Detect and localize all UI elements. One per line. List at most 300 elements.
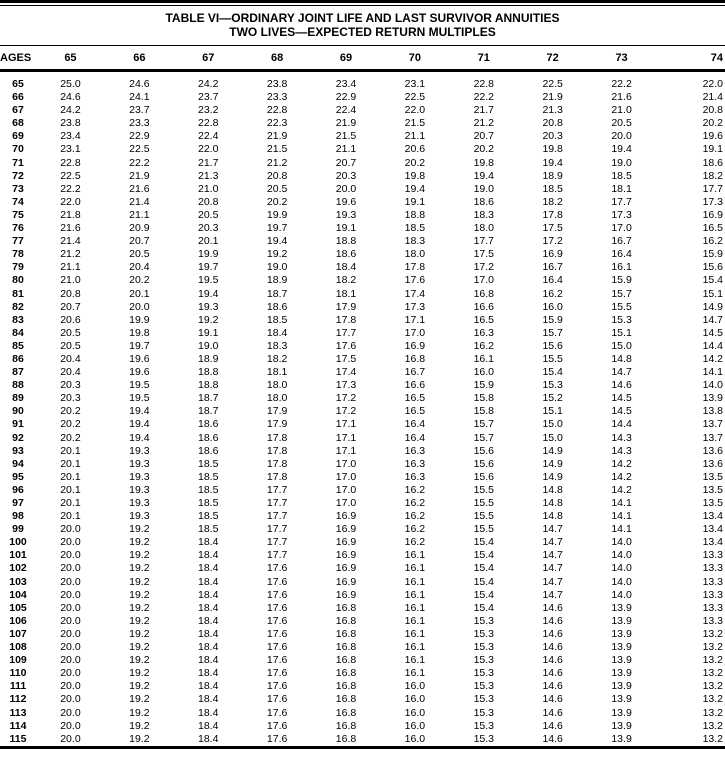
multiple-cell: 17.7 [702,182,723,195]
multiple-cell: 16.7 [542,261,563,274]
multiple-cell: 17.7 [266,523,288,536]
multiple-cell: 18.4 [198,719,219,732]
row-age-label: 111 [9,680,27,693]
multiple-cell: 17.9 [266,418,288,431]
row-age-label: 74 [12,195,24,208]
multiple-cell: 13.2 [702,667,723,680]
row-age-label: 92 [12,431,24,444]
table-row-age-91 [0,418,725,431]
multiple-cell: 18.2 [542,195,563,208]
multiple-cell: 20.2 [473,143,494,156]
multiple-cell: 15.4 [473,549,494,562]
multiple-cell: 17.6 [266,575,288,588]
ages-corner-header: AGES [0,51,32,64]
multiple-cell: 13.9 [611,706,632,719]
multiple-cell: 20.1 [60,497,81,509]
multiple-cell: 14.0 [611,536,632,549]
multiple-cell: 19.4 [198,287,219,300]
multiple-cell: 13.2 [702,706,723,719]
multiple-cell: 18.9 [542,169,563,182]
multiple-cell: 20.4 [129,261,150,274]
multiple-cell: 23.8 [60,117,81,130]
multiple-cell: 21.9 [335,117,357,130]
multiple-cell: 16.9 [335,588,357,601]
row-age-label: 94 [12,457,24,470]
table-row-age-77 [0,235,725,248]
multiple-cell: 18.5 [198,470,219,483]
multiple-cell: 14.6 [542,601,563,614]
multiple-cell: 21.1 [404,130,426,143]
row-age-label: 85 [12,339,24,352]
multiple-cell: 19.4 [611,143,632,156]
multiple-cell: 19.8 [473,156,494,169]
multiple-cell: 16.9 [335,536,357,549]
multiple-cell: 15.3 [473,732,494,745]
multiple-cell: 17.3 [335,379,357,392]
multiple-cell: 16.2 [404,483,426,496]
multiple-cell: 15.4 [473,575,494,588]
multiple-cell: 13.9 [611,614,632,627]
multiple-cell: 20.0 [60,641,81,654]
row-age-label: 98 [12,510,24,523]
table-title-line1: TABLE VI—ORDINARY JOINT LIFE AND LAST SURVIVOR ANNUITIES [165,11,560,25]
multiple-cell: 19.4 [129,405,150,418]
multiple-cell: 20.0 [129,300,150,313]
table-row-age-89 [0,392,725,405]
multiple-cell: 19.2 [129,588,150,601]
row-age-label: 96 [12,483,24,496]
table-title-line2: TWO LIVES—EXPECTED RETURN MULTIPLES [229,25,496,39]
multiple-cell: 16.3 [404,444,426,457]
multiple-cell: 20.7 [60,300,81,313]
multiple-cell: 16.2 [542,287,563,300]
multiple-cell: 14.7 [611,366,632,379]
multiple-cell: 16.9 [335,523,357,536]
multiple-cell: 22.0 [60,195,81,208]
row-age-label: 68 [12,117,24,130]
multiple-cell: 15.1 [702,287,723,300]
table-row-age-106 [0,615,725,628]
multiple-cell: 15.4 [473,536,494,549]
table-row-age-84 [0,327,725,340]
table-row-age-107 [0,628,725,641]
multiple-cell: 15.5 [611,300,632,313]
multiple-cell: 18.5 [542,182,563,195]
multiple-cell: 23.1 [60,143,81,156]
multiple-cell: 19.4 [129,431,150,444]
multiple-cell: 19.2 [129,693,150,706]
multiple-cell: 20.0 [611,130,632,143]
multiple-cell: 17.6 [266,614,288,627]
multiple-cell: 20.4 [60,366,81,379]
multiple-cell: 19.3 [129,444,150,457]
multiple-cell: 18.0 [473,222,494,235]
multiple-cell: 19.0 [473,182,494,195]
multiple-cell: 22.2 [60,182,81,195]
multiple-cell: 20.2 [60,418,81,431]
multiple-cell: 16.1 [404,667,426,680]
multiple-cell: 17.6 [266,706,288,719]
multiple-cell: 17.7 [266,483,288,496]
multiple-cell: 20.0 [335,182,357,195]
multiple-cell: 13.2 [702,693,723,706]
multiple-cell: 18.3 [404,235,426,248]
multiple-cell: 20.2 [129,274,150,287]
table-row-age-67 [0,104,725,117]
row-age-label: 106 [9,614,27,627]
multiple-cell: 20.6 [404,143,426,156]
multiple-cell: 20.1 [60,483,81,496]
multiple-cell: 17.7 [266,536,288,549]
row-age-label: 109 [9,654,27,667]
top-rule-thick [0,0,725,3]
column-header-age-68: 68 [270,51,284,64]
multiple-cell: 17.0 [335,483,357,496]
multiple-cell: 14.1 [702,366,723,379]
multiple-cell: 14.6 [542,627,563,640]
multiple-cell: 15.3 [473,719,494,732]
multiple-cell: 19.5 [129,392,150,405]
table-row-age-66 [0,91,725,104]
multiple-cell: 14.6 [542,614,563,627]
multiple-cell: 17.8 [266,470,288,483]
multiple-cell: 18.5 [198,523,219,536]
multiple-cell: 15.4 [542,366,563,379]
table-row-age-68 [0,117,725,130]
multiple-cell: 16.0 [542,300,563,313]
row-age-label: 80 [12,274,24,287]
multiple-cell: 15.6 [702,261,723,274]
multiple-cell: 13.7 [702,431,723,444]
multiple-cell: 20.1 [60,510,81,523]
multiple-cell: 24.2 [60,104,81,117]
multiple-cell: 16.7 [404,366,426,379]
multiple-cell: 19.9 [266,208,288,221]
multiple-cell: 20.1 [60,470,81,483]
multiple-cell: 13.9 [611,641,632,654]
multiple-cell: 15.3 [473,641,494,654]
multiple-cell: 17.5 [473,248,494,261]
multiple-cell: 18.0 [266,392,288,405]
multiple-cell: 25.0 [60,78,81,90]
multiple-cell: 15.9 [611,274,632,287]
multiple-cell: 17.8 [335,313,357,326]
multiple-cell: 19.4 [404,182,426,195]
multiple-cell: 17.1 [335,444,357,457]
multiple-cell: 16.1 [611,261,632,274]
multiple-cell: 16.9 [335,575,357,588]
multiple-cell: 16.3 [404,470,426,483]
multiple-cell: 19.2 [129,641,150,654]
table-row-age-90 [0,405,725,418]
multiple-cell: 17.1 [335,431,357,444]
multiple-cell: 19.5 [129,379,150,392]
header-row [0,46,725,71]
multiple-cell: 19.4 [542,156,563,169]
multiple-cell: 20.0 [60,706,81,719]
multiple-cell: 15.3 [473,693,494,706]
row-age-label: 73 [12,182,24,195]
multiple-cell: 16.2 [404,497,426,509]
multiple-cell: 18.4 [198,614,219,627]
multiple-cell: 19.4 [473,169,494,182]
multiple-cell: 15.3 [473,614,494,627]
multiple-cell: 17.8 [266,457,288,470]
multiple-cell: 18.6 [198,444,219,457]
multiple-cell: 13.5 [702,497,723,509]
multiple-cell: 14.7 [702,313,723,326]
multiple-cell: 20.0 [60,654,81,667]
multiple-cell: 13.9 [611,601,632,614]
table-row-age-87 [0,366,725,379]
multiple-cell: 14.7 [542,523,563,536]
multiple-cell: 17.2 [335,392,357,405]
multiple-cell: 19.2 [129,706,150,719]
multiple-cell: 17.6 [266,654,288,667]
multiple-cell: 19.2 [129,575,150,588]
multiple-cell: 24.6 [60,91,81,104]
multiple-cell: 18.8 [198,379,219,392]
multiple-cell: 18.3 [266,339,288,352]
row-age-label: 107 [9,627,27,640]
multiple-cell: 22.0 [404,104,426,117]
column-header-age-66: 66 [133,51,146,64]
table-row-age-111 [0,680,725,693]
multiple-cell: 18.4 [198,601,219,614]
multiple-cell: 16.0 [404,719,426,732]
multiple-cell: 20.0 [60,719,81,732]
multiple-cell: 20.3 [60,379,81,392]
multiple-cell: 15.5 [473,497,494,509]
multiple-cell: 13.3 [702,562,723,575]
multiple-cell: 19.8 [542,143,563,156]
multiple-cell: 18.3 [473,208,494,221]
multiple-cell: 15.5 [473,510,494,523]
multiple-cell: 20.3 [60,392,81,405]
multiple-cell: 14.6 [542,654,563,667]
multiple-cell: 20.3 [198,222,219,235]
multiple-cell: 16.9 [335,549,357,562]
multiple-cell: 18.6 [198,418,219,431]
multiple-cell: 24.2 [198,78,219,90]
multiple-cell: 15.3 [611,313,632,326]
multiple-cell: 22.5 [129,143,150,156]
multiple-cell: 22.2 [611,78,632,90]
multiple-cell: 14.5 [611,405,632,418]
multiple-cell: 16.1 [404,588,426,601]
multiple-cell: 18.5 [198,510,219,523]
table-row-age-76 [0,222,725,235]
multiple-cell: 14.7 [542,562,563,575]
multiple-cell: 19.1 [404,195,426,208]
multiple-cell: 15.6 [473,470,494,483]
multiple-cell: 20.0 [60,549,81,562]
multiple-cell: 20.9 [129,222,150,235]
multiple-cell: 15.6 [473,457,494,470]
multiple-cell: 18.5 [266,313,288,326]
multiple-cell: 19.3 [129,457,150,470]
multiple-cell: 21.8 [60,208,81,221]
multiple-cell: 16.8 [335,732,357,745]
multiple-cell: 19.8 [404,169,426,182]
multiple-cell: 19.3 [129,483,150,496]
column-header-age-71: 71 [477,51,490,64]
multiple-cell: 20.0 [60,667,81,680]
row-age-label: 78 [12,248,24,261]
multiple-cell: 19.6 [335,195,357,208]
row-age-label: 86 [12,352,24,365]
row-age-label: 101 [9,549,27,562]
multiple-cell: 16.6 [404,379,426,392]
multiple-cell: 16.2 [404,536,426,549]
table-row-age-78 [0,248,725,261]
multiple-cell: 14.7 [542,575,563,588]
multiple-cell: 17.1 [335,418,357,431]
multiple-cell: 17.6 [266,680,288,693]
multiple-cell: 19.5 [198,274,219,287]
multiple-cell: 21.6 [129,182,150,195]
multiple-cell: 19.2 [129,732,150,745]
multiple-cell: 14.6 [611,379,632,392]
multiple-cell: 21.5 [404,117,426,130]
multiple-cell: 22.5 [542,78,563,90]
row-age-label: 105 [9,601,27,614]
multiple-cell: 13.2 [702,732,723,745]
multiple-cell: 16.0 [404,706,426,719]
table-row-age-86 [0,353,725,366]
multiple-cell: 19.3 [129,497,150,509]
row-age-label: 70 [12,143,24,156]
multiple-cell: 16.1 [404,654,426,667]
multiple-cell: 14.3 [611,431,632,444]
multiple-cell: 20.2 [702,117,723,130]
multiple-cell: 16.0 [404,732,426,745]
table-row-age-73 [0,183,725,196]
multiple-cell: 21.2 [266,156,288,169]
multiple-cell: 18.4 [198,680,219,693]
multiple-cell: 18.6 [702,156,723,169]
multiple-cell: 22.9 [335,91,357,104]
multiple-cell: 16.8 [335,627,357,640]
multiple-cell: 20.4 [60,352,81,365]
multiple-cell: 20.7 [335,156,357,169]
multiple-cell: 14.8 [611,352,632,365]
multiple-cell: 16.1 [404,562,426,575]
multiple-cell: 20.5 [60,326,81,339]
multiple-cell: 16.8 [335,680,357,693]
multiple-cell: 18.6 [473,195,494,208]
multiple-cell: 21.9 [542,91,563,104]
multiple-cell: 19.9 [198,248,219,261]
multiple-cell: 16.8 [404,352,426,365]
multiple-cell: 15.3 [473,680,494,693]
row-age-label: 100 [9,536,27,549]
row-age-label: 82 [12,300,24,313]
multiple-cell: 19.6 [129,366,150,379]
table-row-age-71 [0,157,725,170]
multiple-cell: 16.9 [542,248,563,261]
table-row-age-82 [0,301,725,314]
multiple-cell: 21.4 [60,235,81,248]
multiple-cell: 13.4 [702,510,723,523]
table-row-age-81 [0,288,725,301]
multiple-cell: 21.0 [611,104,632,117]
multiple-cell: 14.2 [702,352,723,365]
table-row-age-69 [0,130,725,143]
row-age-label: 114 [9,719,27,732]
multiple-cell: 16.4 [404,431,426,444]
multiple-cell: 14.8 [542,510,563,523]
multiple-cell: 16.5 [404,405,426,418]
multiple-cell: 18.4 [198,627,219,640]
multiple-cell: 15.8 [473,405,494,418]
multiple-cell: 20.1 [60,444,81,457]
multiple-cell: 20.1 [198,235,219,248]
multiple-cell: 21.5 [335,130,357,143]
multiple-cell: 18.8 [198,366,219,379]
multiple-cell: 15.4 [473,601,494,614]
multiple-cell: 16.8 [335,719,357,732]
multiple-cell: 15.3 [473,654,494,667]
multiple-cell: 18.4 [198,706,219,719]
multiple-cell: 13.2 [702,654,723,667]
multiple-cell: 15.7 [611,287,632,300]
multiple-cell: 15.5 [473,483,494,496]
multiple-cell: 23.1 [404,78,426,90]
multiple-cell: 14.7 [542,588,563,601]
multiple-cell: 19.1 [702,143,723,156]
multiple-cell: 18.9 [198,352,219,365]
multiple-cell: 14.6 [542,680,563,693]
multiple-cell: 13.3 [702,601,723,614]
multiple-cell: 16.9 [404,339,426,352]
column-header-age-73: 73 [615,51,628,64]
column-header-age-65: 65 [64,51,77,64]
row-age-label: 71 [12,156,24,169]
multiple-cell: 19.8 [129,326,150,339]
column-header-age-74: 74 [710,51,723,64]
table-row-age-102 [0,562,725,575]
multiple-cell: 14.4 [611,418,632,431]
multiple-cell: 16.1 [404,601,426,614]
multiple-cell: 17.8 [404,261,426,274]
row-age-label: 87 [12,366,24,379]
multiple-cell: 14.0 [611,588,632,601]
multiple-cell: 16.1 [404,549,426,562]
multiple-cell: 14.9 [542,470,563,483]
multiple-cell: 16.9 [335,562,357,575]
multiple-cell: 20.2 [60,431,81,444]
multiple-cell: 14.2 [611,470,632,483]
multiple-cell: 19.7 [198,261,219,274]
multiple-cell: 22.4 [198,130,219,143]
multiple-cell: 19.2 [129,719,150,732]
multiple-cell: 17.9 [335,300,357,313]
multiple-cell: 22.0 [198,143,219,156]
multiple-cell: 16.5 [404,392,426,405]
multiple-cell: 20.5 [611,117,632,130]
multiple-cell: 16.3 [473,326,494,339]
multiple-cell: 17.6 [266,641,288,654]
multiple-cell: 17.2 [542,235,563,248]
multiple-cell: 20.0 [60,536,81,549]
multiple-cell: 19.2 [129,667,150,680]
multiple-cell: 18.2 [335,274,357,287]
row-age-label: 91 [12,418,24,431]
multiple-cell: 19.3 [335,208,357,221]
multiple-cell: 14.0 [611,562,632,575]
multiple-cell: 15.9 [542,313,563,326]
